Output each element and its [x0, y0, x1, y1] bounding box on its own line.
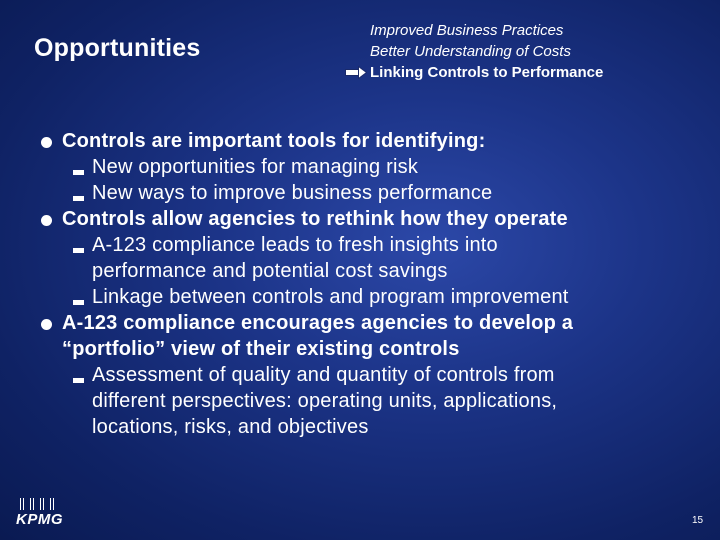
- bullet-text: Controls are important tools for identifying:: [62, 130, 486, 152]
- dash-bullet-icon: [73, 170, 84, 175]
- kpmg-logo: [16, 496, 86, 532]
- logo-wordmark: KPMG: [16, 511, 63, 528]
- arrow-right-icon: [345, 66, 367, 79]
- bullet-list: [40, 128, 680, 440]
- sub-bullet-text: Linkage between controls and program improvement: [92, 286, 569, 308]
- sub-bullet-item: [40, 362, 680, 440]
- bullet-dot-icon: [41, 137, 52, 148]
- dash-bullet-icon: [73, 378, 84, 383]
- agenda-item-better-understanding-of-costs: [370, 41, 710, 62]
- sub-bullet-item: [40, 284, 680, 310]
- page-number: 15: [692, 515, 704, 526]
- bullet-text-line-2: “portfolio” view of their existing controls: [62, 338, 460, 360]
- sub-bullet-text-line-1: A-123 compliance leads to fresh insights into: [92, 234, 498, 256]
- agenda-item-improved-business-practices: [370, 20, 710, 41]
- bullet-dot-icon: [41, 319, 52, 330]
- sub-bullet-text-line-2: different perspectives: operating units, applications,: [92, 390, 558, 412]
- sub-bullet-text-line-1: Assessment of quality and quantity of controls from: [92, 364, 555, 386]
- bullet-text: Controls allow agencies to rethink how they operate: [62, 208, 568, 230]
- sub-bullet-item: [40, 232, 680, 284]
- agenda-item-label: Better Understanding of Costs: [370, 43, 571, 60]
- sub-bullet-text-line-2: performance and potential cost savings: [92, 260, 448, 282]
- dash-bullet-icon: [73, 196, 84, 201]
- agenda-item-label: Improved Business Practices: [370, 22, 564, 39]
- bullet-dot-icon: [41, 215, 52, 226]
- dash-bullet-icon: [73, 300, 84, 305]
- bullet-item: [40, 206, 680, 232]
- agenda-item-linking-controls-to-performance: [370, 62, 710, 83]
- agenda-list: [370, 20, 710, 83]
- sub-bullet-item: [40, 154, 680, 180]
- bullet-item: [40, 310, 680, 362]
- sub-bullet-text-line-3: locations, risks, and objectives: [92, 416, 369, 438]
- sub-bullet-text: New ways to improve business performance: [92, 182, 493, 204]
- bullet-item: [40, 128, 680, 154]
- bullet-text-line-1: A-123 compliance encourages agencies to develop a: [62, 312, 574, 334]
- agenda-item-label: Linking Controls to Performance: [370, 64, 604, 81]
- dash-bullet-icon: [73, 248, 84, 253]
- sub-bullet-item: [40, 180, 680, 206]
- logo-bars-icon: [20, 498, 60, 510]
- sub-bullet-text: New opportunities for managing risk: [92, 156, 419, 178]
- slide-title: Opportunities: [34, 34, 201, 62]
